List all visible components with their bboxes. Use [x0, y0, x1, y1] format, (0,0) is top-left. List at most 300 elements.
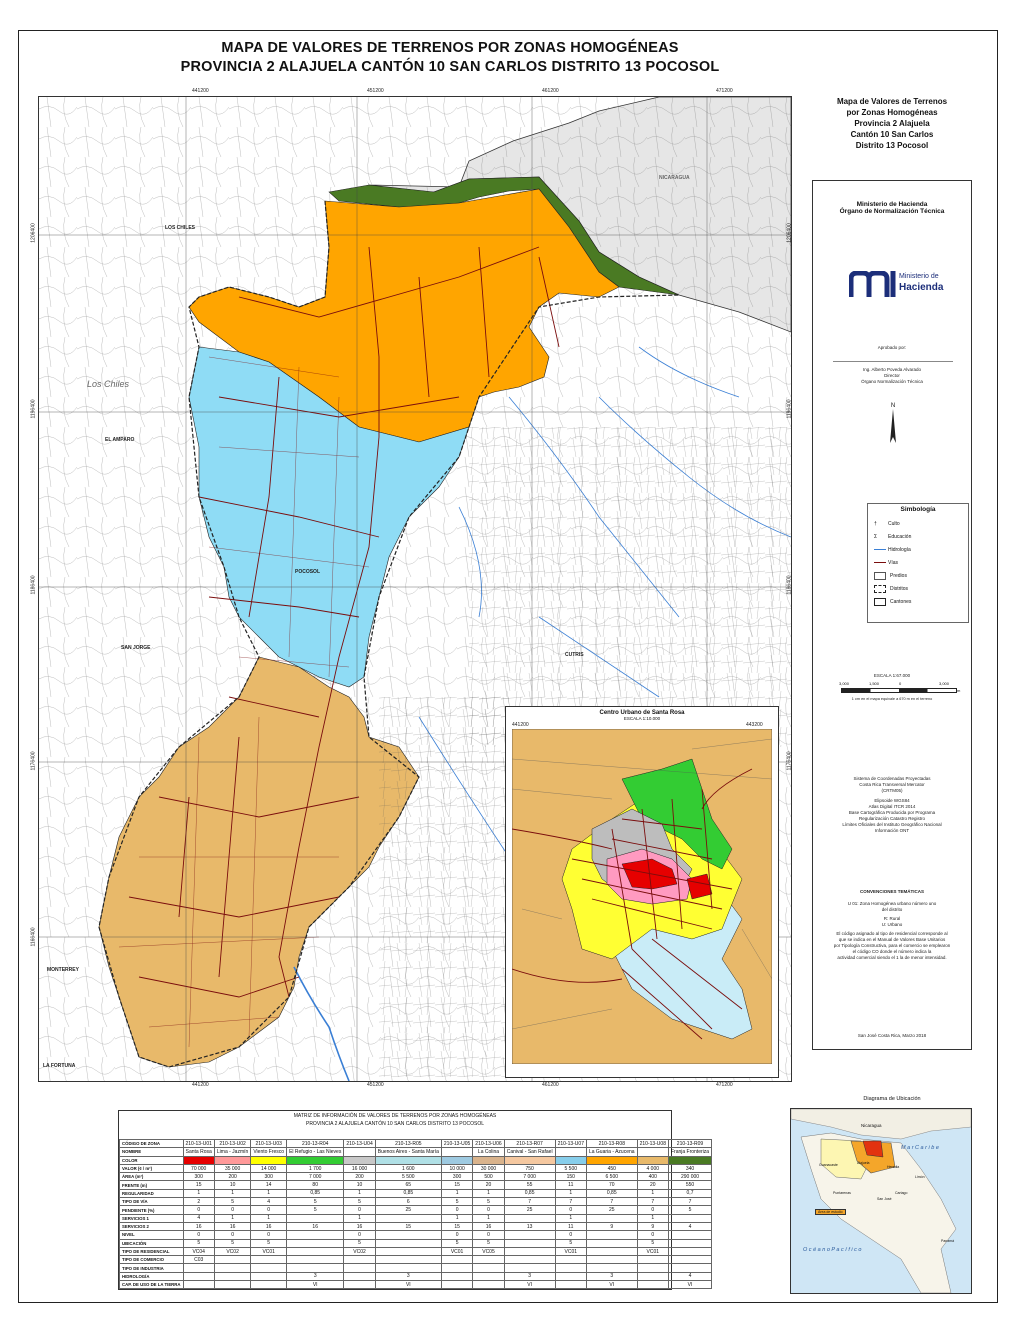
matrix-row: [120, 1140, 712, 1148]
matrix-cell: 9: [586, 1222, 637, 1230]
matrix-cell: [637, 1272, 668, 1280]
matrix-cell: 1: [441, 1214, 472, 1222]
matrix-cell: La Colina: [473, 1148, 504, 1156]
coord-bottom-3: 461200: [542, 1082, 559, 1088]
matrix-cell: [183, 1272, 214, 1280]
matrix-cell: [251, 1264, 287, 1272]
matrix-cell: 210-13-U02: [214, 1140, 250, 1148]
matrix-cell: 210-13-R08: [586, 1140, 637, 1148]
matrix-cell: [441, 1256, 472, 1264]
matrix-cell: [637, 1281, 668, 1289]
matrix-cell: [375, 1231, 441, 1239]
matrix-cell: 15: [183, 1181, 214, 1189]
matrix-row: [120, 1214, 712, 1222]
side-heading-3: Provincia 2 Alajuela: [854, 119, 930, 128]
road-swatch-icon: [874, 562, 886, 563]
matrix-cell: 16: [473, 1222, 504, 1230]
loc-area-estudio: Área de estudio: [815, 1209, 846, 1215]
matrix-cell: [586, 1239, 637, 1247]
matrix-cell: VI: [375, 1281, 441, 1289]
matrix-cell: 0: [637, 1231, 668, 1239]
matrix-cell: [504, 1247, 555, 1255]
matrix-cell: 340: [668, 1164, 711, 1172]
inset-map-canvas: [512, 729, 772, 1064]
matrix-cell: 3: [287, 1272, 344, 1280]
matrix-cell: 0: [183, 1206, 214, 1214]
matrix-cell: 1: [555, 1189, 586, 1197]
matrix-cell: VC01: [637, 1247, 668, 1255]
loc-nicaragua: Nicaragua: [861, 1123, 882, 1128]
matrix-cell: [473, 1264, 504, 1272]
matrix-row: [120, 1281, 712, 1289]
crs-line-6: Atlas Digital ITCR 2014: [868, 804, 916, 809]
matrix-cell: 5: [441, 1239, 472, 1247]
matrix-cell: VI: [668, 1281, 711, 1289]
matrix-cell: 13: [504, 1222, 555, 1230]
matrix-cell: 0: [214, 1206, 250, 1214]
matrix-cell: 3: [375, 1272, 441, 1280]
matrix-cell: [555, 1156, 586, 1164]
matrix-cell: [555, 1281, 586, 1289]
matrix-cell: [441, 1156, 472, 1164]
matrix-cell: 210-13-U03: [251, 1140, 287, 1148]
matrix-row: [120, 1206, 712, 1214]
matrix-cell: 210-13-R04: [287, 1140, 344, 1148]
matrix-cell: 5 500: [555, 1164, 586, 1172]
matrix-cell: [287, 1239, 344, 1247]
matrix-cell: 5: [287, 1206, 344, 1214]
inset-coord-left: 441200: [512, 722, 529, 728]
matrix-cell: 210-13-U01: [183, 1140, 214, 1148]
north-arrow-icon: [889, 409, 897, 443]
location-diagram[interactable]: [790, 1108, 972, 1294]
crs-block: [813, 776, 971, 834]
matrix-cell: [287, 1247, 344, 1255]
matrix-cell: 500: [473, 1173, 504, 1181]
crs-line-9: Límites Oficiales del Instituto Geográfico Nacional: [842, 822, 942, 827]
coord-left-4: 1176400: [30, 751, 37, 771]
loc-panama: Panamá: [941, 1239, 955, 1243]
matrix-cell: 200: [344, 1173, 375, 1181]
matrix-row-label: COLOR: [120, 1156, 184, 1164]
coord-bottom-2: 451200: [367, 1082, 384, 1088]
loc-alajuela: Alajuela: [857, 1161, 870, 1165]
legend-hidrologia-label: Hidrología: [888, 547, 911, 553]
side-heading: [812, 96, 972, 151]
matrix-cell: [668, 1239, 711, 1247]
legend-title: Simbología: [900, 506, 936, 513]
matrix-cell: 1: [344, 1214, 375, 1222]
legend-vias-label: Vías: [888, 560, 899, 566]
matrix-cell: 15: [375, 1222, 441, 1230]
matrix-cell: 10: [214, 1181, 250, 1189]
matrix-cell: 11: [555, 1181, 586, 1189]
coord-top-4: 471200: [716, 88, 733, 94]
matrix-cell: 1: [473, 1214, 504, 1222]
signer-name: Ing. Alberto Poveda Alvarado: [862, 367, 922, 372]
matrix-cell: [183, 1156, 214, 1164]
organ-name: Órgano de Normalización Técnica: [839, 208, 945, 215]
matrix-cell: 7: [668, 1198, 711, 1206]
matrix-cell: Canival - San Rafael: [504, 1148, 555, 1156]
label-cutris: CUTRIS: [565, 652, 584, 658]
coord-top-1: [193, 96, 210, 97]
coord-left-2: 1196400: [30, 399, 37, 419]
side-heading-4: Cantón 10 San Carlos: [850, 130, 934, 139]
matrix-cell: VI: [287, 1281, 344, 1289]
coord-top-1b: 441200: [192, 88, 209, 94]
coord-right-2: 1196400: [786, 399, 793, 419]
matrix-cell: 5: [668, 1206, 711, 1214]
legend-items: [874, 518, 911, 609]
matrix-row: [120, 1173, 712, 1181]
matrix-cell: [504, 1239, 555, 1247]
matrix-cell: [504, 1156, 555, 1164]
matrix-cell: 16: [214, 1222, 250, 1230]
matrix-cell: [668, 1214, 711, 1222]
matrix-row-label: TIPO DE INDUSTRIA: [120, 1264, 184, 1272]
scale-title: ESCALA 1:67.000: [873, 673, 911, 678]
matrix-cell: [441, 1148, 472, 1156]
matrix-cell: 210-13-R07: [504, 1140, 555, 1148]
crs-line-3: (CRTM05): [881, 788, 903, 793]
matrix-row-label: UBICACIÓN: [120, 1239, 184, 1247]
matrix-cell: 300: [441, 1173, 472, 1181]
matrix-cell: 5: [214, 1239, 250, 1247]
coord-bottom-4: 471200: [716, 1082, 733, 1088]
matrix-cell: 35 000: [214, 1164, 250, 1172]
matrix-cell: [586, 1156, 637, 1164]
matrix-cell: 0: [251, 1206, 287, 1214]
conv-4: R: Rural: [883, 916, 901, 921]
matrix-cell: [441, 1281, 472, 1289]
matrix-cell: [473, 1272, 504, 1280]
loc-puntarenas: Puntarenas: [833, 1191, 851, 1195]
logo-word2: Hacienda: [899, 282, 944, 293]
side-heading-1: Mapa de Valores de Terrenos: [836, 97, 948, 106]
scale-tick-1: 1,500: [869, 681, 880, 686]
label-los-chiles-small: LOS CHILES: [165, 225, 196, 231]
matrix-cell: 65: [375, 1181, 441, 1189]
matrix-cell: [586, 1256, 637, 1264]
matrix-cell: 5: [473, 1239, 504, 1247]
matrix-cell: 0: [441, 1231, 472, 1239]
matrix-cell: [344, 1272, 375, 1280]
map-title-line1: MAPA DE VALORES DE TERRENOS POR ZONAS HOMOGÉNEAS: [221, 40, 679, 56]
matrix-cell: [668, 1247, 711, 1255]
matrix-cell: 70 000: [183, 1164, 214, 1172]
matrix-row: [120, 1181, 712, 1189]
matrix-cell: 5: [473, 1198, 504, 1206]
matrix-cell: [344, 1264, 375, 1272]
matrix-cell: [668, 1256, 711, 1264]
matrix-cell: 290 000: [668, 1173, 711, 1181]
matrix-cell: 1: [441, 1189, 472, 1197]
signer-role: Director: [884, 373, 900, 378]
conv-11: actividad comercial siendo el 1 la de menor intensidad.: [837, 955, 947, 960]
legend-culto-label: Culto: [888, 521, 900, 527]
matrix-cell: [668, 1231, 711, 1239]
matrix-cell: 300: [183, 1173, 214, 1181]
matrix-cell: 15: [441, 1222, 472, 1230]
logo-word1: Ministerio de: [899, 273, 939, 280]
matrix-cell: [287, 1231, 344, 1239]
matrix-cell: 4: [668, 1272, 711, 1280]
matrix-cell: [375, 1156, 441, 1164]
matrix-cell: 4: [668, 1222, 711, 1230]
matrix-row: [120, 1272, 712, 1280]
matrix-cell: 0: [555, 1206, 586, 1214]
matrix-cell: [441, 1264, 472, 1272]
signer-block: [813, 367, 971, 385]
matrix-cell: [214, 1264, 250, 1272]
legend-culto: [874, 518, 911, 531]
crs-line-1: Sistema de Coordenadas Proyectadas: [853, 776, 931, 781]
matrix-row-label: VALOR (¢ / m²): [120, 1164, 184, 1172]
scale-tick-0: 3,000: [839, 681, 850, 686]
map-date: San José Costa Rica, Marzo 2018: [857, 1033, 927, 1038]
matrix-cell: [214, 1281, 250, 1289]
matrix-cell: [287, 1256, 344, 1264]
loc-sanjose: San José: [877, 1197, 892, 1201]
label-la-fortuna: LA FORTUNA: [43, 1063, 76, 1069]
matrix-cell: 20: [473, 1181, 504, 1189]
matrix-cell: 15: [441, 1181, 472, 1189]
matrix-cell: [214, 1156, 250, 1164]
loc-mar-caribe: M a r C a r i b e: [901, 1145, 939, 1151]
crs-line-8: Regularización Catastro Registro: [858, 816, 926, 821]
matrix-cell: 5: [214, 1198, 250, 1206]
legend-cantones-label: Cantones: [890, 599, 912, 605]
coord-left-5: 1166400: [30, 927, 37, 947]
ministry-name: Ministerio de Hacienda: [856, 201, 928, 208]
matrix-cell: [555, 1264, 586, 1272]
side-heading-2: por Zonas Homogéneas: [846, 108, 938, 117]
matrix-cell: [473, 1156, 504, 1164]
legend-distritos-label: Distritos: [890, 586, 909, 592]
scale-tick-3: 3,000: [939, 681, 950, 686]
matrix-cell: 150: [555, 1173, 586, 1181]
legend-vias: [874, 557, 911, 570]
matrix-cell: [214, 1272, 250, 1280]
matrix-cell: 25: [504, 1206, 555, 1214]
matrix-cell: 20: [637, 1181, 668, 1189]
matrix-cell: [251, 1272, 287, 1280]
matrix-row-label: PENDIENTE (%): [120, 1206, 184, 1214]
matrix-cell: 210-13-R05: [375, 1140, 441, 1148]
scale-note: 1 cm en el mapa equivale a 670 m en el terreno: [851, 697, 933, 701]
matrix-row: [120, 1189, 712, 1197]
matrix-cell: 2: [183, 1198, 214, 1206]
district-swatch-icon: [874, 585, 886, 593]
label-el-amparo: EL AMPARO: [105, 437, 135, 443]
matrix-cell: 0: [214, 1231, 250, 1239]
matrix-row-label: TIPO DE COMERCIO: [120, 1256, 184, 1264]
matrix-row: [120, 1264, 712, 1272]
matrix-row-label: HIDROLOGÍA: [120, 1272, 184, 1280]
map-title-line2: PROVINCIA 2 ALAJUELA CANTÓN 10 SAN CARLOS DISTRITO 13 POCOSOL: [180, 59, 720, 75]
hydrology-swatch-icon: [874, 549, 886, 550]
coord-left-3: 1186400: [30, 575, 37, 595]
matrix-cell: [637, 1148, 668, 1156]
matrix-cell: 210-13-U04: [344, 1140, 375, 1148]
matrix-row: [120, 1231, 712, 1239]
matrix-cell: 0: [555, 1231, 586, 1239]
label-pocosol: POCOSOL: [295, 569, 321, 575]
matrix-cell: 0: [473, 1206, 504, 1214]
loc-guanacaste: Guanacaste: [819, 1163, 838, 1167]
north-arrow: [883, 403, 903, 445]
matrix-row-label: CÓDIGO DE ZONA: [120, 1140, 184, 1148]
matrix-cell: 0: [183, 1231, 214, 1239]
coord-top-3: 461200: [542, 88, 559, 94]
matrix-row-label: CAP. DE USO DE LA TIERRA: [120, 1281, 184, 1289]
matrix-cell: 750: [504, 1164, 555, 1172]
legend-distritos: [874, 583, 911, 596]
matrix-cell: 5: [344, 1198, 375, 1206]
legend-predios: [874, 570, 911, 583]
legend-hidrologia: [874, 544, 911, 557]
matrix-cell: 5: [441, 1198, 472, 1206]
matrix-cell: 1 700: [287, 1164, 344, 1172]
inset-title: Centro Urbano de Santa Rosa: [599, 710, 685, 716]
inset-coord-right: 443200: [746, 722, 763, 728]
matrix-cell: 25: [586, 1206, 637, 1214]
matrix-cell: 5: [251, 1239, 287, 1247]
matrix-cell: 210-13-R09: [668, 1140, 711, 1148]
matrix-cell: 0,85: [504, 1189, 555, 1197]
matrix-cell: 4: [183, 1214, 214, 1222]
values-matrix: [118, 1110, 710, 1290]
coord-right-3: 1186400: [786, 575, 793, 595]
label-monterrey: MONTERREY: [47, 967, 79, 973]
matrix-cell: VI: [586, 1281, 637, 1289]
matrix-cell: [287, 1264, 344, 1272]
matrix-cell: 1: [214, 1189, 250, 1197]
matrix-row: [120, 1148, 712, 1156]
matrix-cell: [668, 1264, 711, 1272]
matrix-cell: 0: [637, 1206, 668, 1214]
matrix-cell: [251, 1281, 287, 1289]
matrix-cell: 1: [214, 1214, 250, 1222]
matrix-cell: [555, 1256, 586, 1264]
matrix-cell: 5: [637, 1239, 668, 1247]
matrix-cell: [183, 1264, 214, 1272]
matrix-cell: 1: [473, 1189, 504, 1197]
matrix-cell: [504, 1256, 555, 1264]
matrix-cell: 10: [344, 1181, 375, 1189]
matrix-cell: 5 500: [375, 1173, 441, 1181]
matrix-cell: 450: [586, 1164, 637, 1172]
matrix-row-label: TIPO DE RESIDENCIAL: [120, 1247, 184, 1255]
matrix-cell: 16: [251, 1222, 287, 1230]
matrix-cell: [504, 1264, 555, 1272]
canton-swatch-icon: [874, 598, 886, 606]
matrix-cell: [375, 1239, 441, 1247]
crs-line-2: Costa Rica Transversal Mercator: [859, 782, 925, 787]
matrix-cell: VC02: [344, 1247, 375, 1255]
matrix-cell: [586, 1264, 637, 1272]
matrix-cell: 0,85: [375, 1189, 441, 1197]
matrix-cell: [586, 1231, 637, 1239]
matrix-cell: [473, 1256, 504, 1264]
matrix-row: [120, 1198, 712, 1206]
matrix-cell: 16: [344, 1222, 375, 1230]
matrix-cell: [504, 1231, 555, 1239]
matrix-cell: 0,85: [287, 1189, 344, 1197]
matrix-cell: 9: [637, 1222, 668, 1230]
inset-scale: ESCALA 1:10.000: [623, 716, 661, 721]
matrix-title-1: MATRIZ DE INFORMACIÓN DE VALORES DE TERRENOS POR ZONAS HOMOGÉNEAS: [293, 1113, 497, 1119]
matrix-row-label: ÁREA (m²): [120, 1173, 184, 1181]
matrix-cell: [473, 1281, 504, 1289]
matrix-cell: 1: [637, 1189, 668, 1197]
matrix-cell: [375, 1256, 441, 1264]
conventions-title: CONVENCIONES TEMÁTICAS: [859, 889, 924, 894]
north-label: N: [890, 403, 896, 409]
matrix-title-2: PROVINCIA 2 ALAJUELA CANTÓN 10 SAN CARLOS DISTRITO 13 POCOSOL: [305, 1121, 485, 1127]
matrix-cell: 0: [344, 1231, 375, 1239]
legend-educacion: [874, 531, 911, 544]
conv-8: que se indica en el Manual de Valores Base Unitarios: [838, 937, 946, 942]
matrix-cell: 550: [668, 1181, 711, 1189]
matrix-cell: 25: [375, 1206, 441, 1214]
matrix-cell: 11: [555, 1222, 586, 1230]
conventions-block: [813, 901, 971, 961]
side-heading-5: Distrito 13 Pocosol: [855, 141, 929, 150]
matrix-cell: Santa Rosa: [183, 1148, 214, 1156]
loc-oceano: O c é a n o P a c í f i c o: [803, 1247, 862, 1253]
matrix-cell: 7: [586, 1198, 637, 1206]
matrix-cell: VC04: [183, 1247, 214, 1255]
matrix-cell: 1: [344, 1189, 375, 1197]
matrix-cell: [555, 1148, 586, 1156]
label-los-chiles: Los Chiles: [87, 379, 130, 389]
loc-cartago: Cartago: [895, 1191, 908, 1195]
matrix-cell: Buenos Aires - Santa María: [375, 1148, 441, 1156]
matrix-row: [120, 1156, 712, 1164]
matrix-row-label: NIVEL: [120, 1231, 184, 1239]
matrix-cell: [441, 1272, 472, 1280]
matrix-cell: [344, 1156, 375, 1164]
conv-1: U 01: Zona Homogénea urbano número uno: [847, 901, 937, 906]
matrix-row: [120, 1247, 712, 1255]
matrix-cell: [183, 1281, 214, 1289]
matrix-cell: Franja Fronteriza: [668, 1148, 711, 1156]
matrix-cell: 10 000: [441, 1164, 472, 1172]
matrix-cell: VC05: [473, 1247, 504, 1255]
matrix-row-label: NOMBRE: [120, 1148, 184, 1156]
matrix-row-label: SERVICIOS 1: [120, 1214, 184, 1222]
matrix-cell: 1: [637, 1214, 668, 1222]
matrix-cell: 55: [504, 1181, 555, 1189]
coord-left-1: 1206400: [30, 223, 37, 243]
matrix-cell: 0: [344, 1206, 375, 1214]
inset-santa-rosa[interactable]: [505, 706, 779, 1078]
scale-tick-2: 0: [899, 681, 902, 686]
matrix-cell: [504, 1214, 555, 1222]
matrix-cell: 210-13-U05: [441, 1140, 472, 1148]
label-nicaragua: NICARAGUA: [659, 175, 690, 181]
crs-line-7: Base Cartográfica Producida por Programa: [848, 810, 936, 815]
matrix-cell: 6: [375, 1198, 441, 1206]
matrix-cell: C03: [183, 1256, 214, 1264]
matrix-cell: 5: [344, 1239, 375, 1247]
matrix-cell: 210-13-U07: [555, 1140, 586, 1148]
matrix-cell: 16: [287, 1222, 344, 1230]
matrix-cell: VC01: [251, 1247, 287, 1255]
matrix-cell: 6 500: [586, 1173, 637, 1181]
